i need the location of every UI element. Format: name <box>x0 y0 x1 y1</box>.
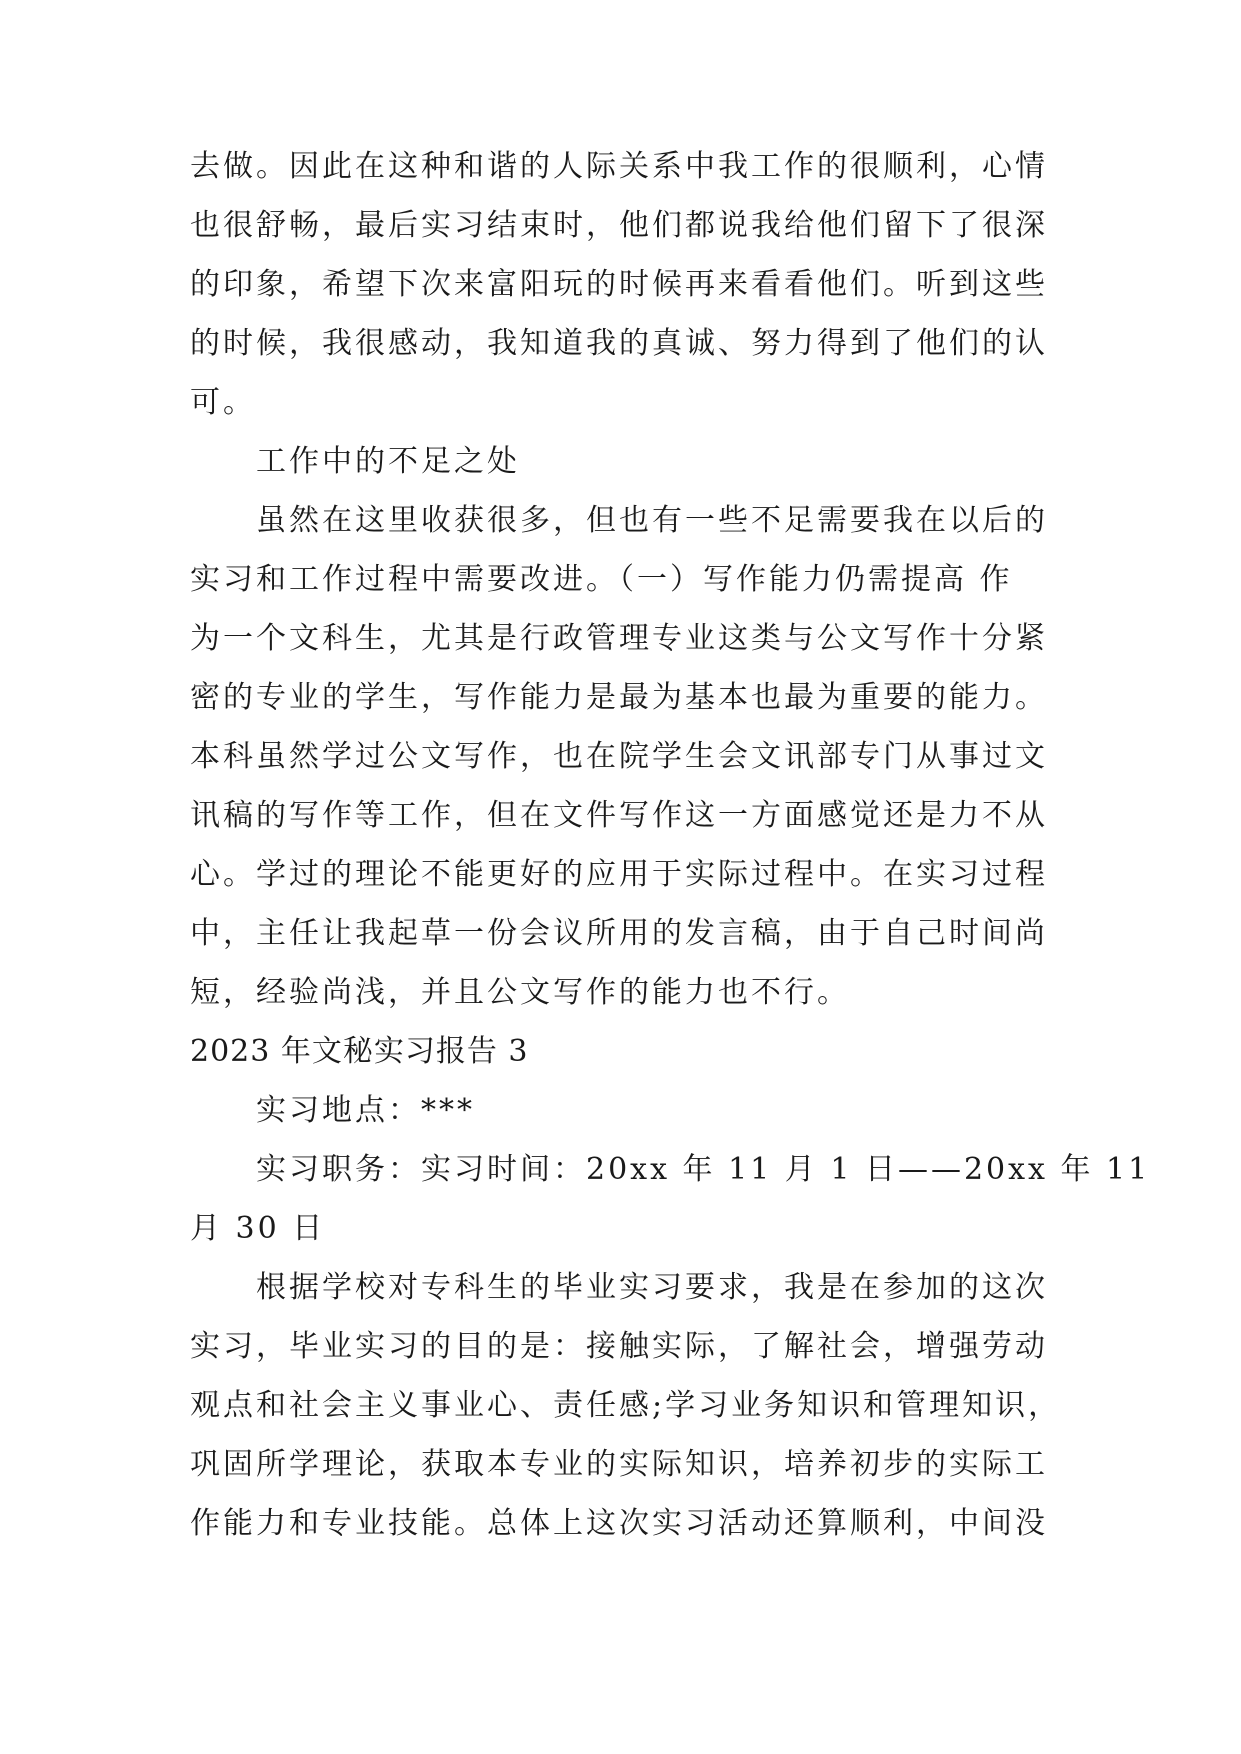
paragraph-line: 中，主任让我起草一份会议所用的发言稿，由于自己时间尚 <box>190 916 1048 951</box>
paragraph-line: 可。 <box>190 385 256 420</box>
paragraph-line: 根据学校对专科生的毕业实习要求，我是在参加的这次 <box>256 1270 1048 1305</box>
paragraph-line: 虽然在这里收获很多，但也有一些不足需要我在以后的 <box>256 503 1048 538</box>
paragraph-line: 也很舒畅，最后实习结束时，他们都说我给他们留下了很深 <box>190 208 1048 243</box>
paragraph-line: 实习和工作过程中需要改进。（一）写作能力仍需提高 作 <box>190 562 1013 597</box>
paragraph-line: 的时候，我很感动，我知道我的真诚、努力得到了他们的认 <box>190 326 1048 361</box>
paragraph-line: 心。学过的理论不能更好的应用于实际过程中。在实习过程 <box>190 857 1048 892</box>
paragraph-line: 巩固所学理论，获取本专业的实际知识，培养初步的实际工 <box>190 1447 1048 1482</box>
report-title: 2023 年文秘实习报告 3 <box>190 1034 529 1069</box>
paragraph-line: 去做。因此在这种和谐的人际关系中我工作的很顺利，心情 <box>190 149 1048 184</box>
paragraph-line: 的印象，希望下次来富阳玩的时候再来看看他们。听到这些 <box>190 267 1048 302</box>
paragraph-line: 短，经验尚浅，并且公文写作的能力也不行。 <box>190 975 850 1010</box>
internship-position-time: 实习职务：实习时间：20xx 年 11 月 1 日——20xx 年 11 <box>256 1152 1151 1187</box>
paragraph-line: 实习，毕业实习的目的是：接触实际，了解社会，增强劳动 <box>190 1329 1048 1364</box>
paragraph-line: 本科虽然学过公文写作，也在院学生会文讯部专门从事过文 <box>190 739 1048 774</box>
paragraph-line: 为一个文科生，尤其是行政管理专业这类与公文写作十分紧 <box>190 621 1048 656</box>
internship-location: 实习地点：*** <box>256 1093 475 1128</box>
paragraph-line: 月 30 日 <box>190 1211 326 1246</box>
paragraph-line: 密的专业的学生，写作能力是最为基本也最为重要的能力。 <box>190 680 1048 715</box>
paragraph-line: 观点和社会主义事业心、责任感;学习业务知识和管理知识， <box>190 1388 1062 1423</box>
paragraph-line: 作能力和专业技能。总体上这次实习活动还算顺利，中间没 <box>190 1506 1048 1541</box>
paragraph-line: 讯稿的写作等工作，但在文件写作这一方面感觉还是力不从 <box>190 798 1048 833</box>
section-heading: 工作中的不足之处 <box>256 444 520 479</box>
